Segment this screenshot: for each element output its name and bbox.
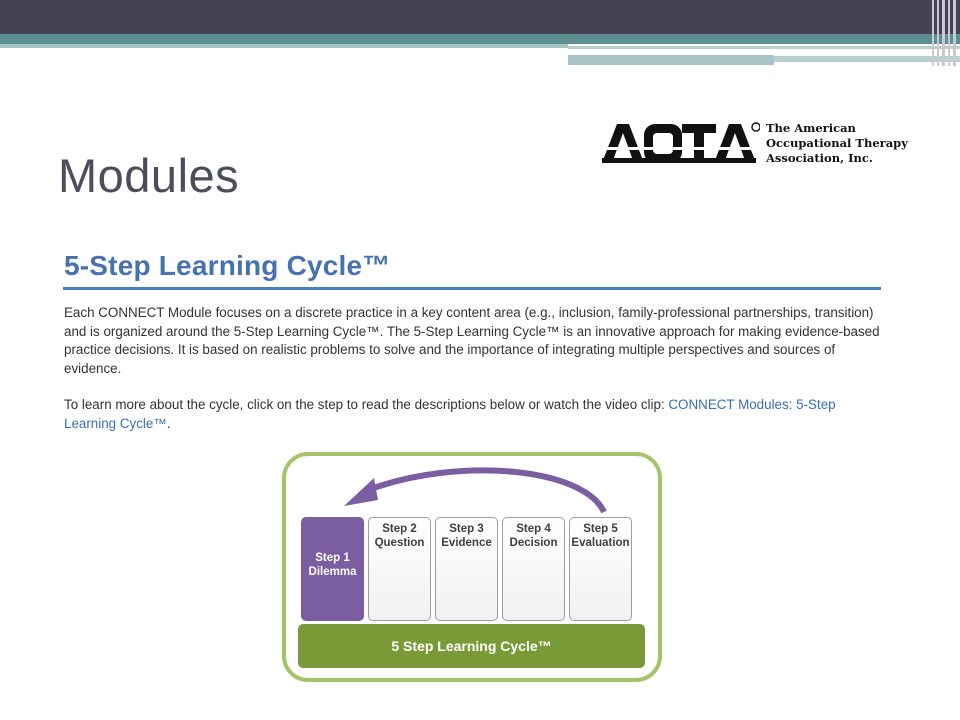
step-number: Step 5 — [583, 523, 618, 535]
step-label: Evaluation — [571, 536, 630, 549]
video-paragraph-end: . — [166, 415, 171, 431]
step-label: Question — [374, 536, 425, 549]
step-label: Decision — [509, 536, 558, 549]
step-number: Step 2 — [382, 523, 417, 535]
step-1-dilemma-button[interactable] — [301, 517, 364, 621]
intro-paragraph: Each CONNECT Module focuses on a discrete practice in a key content area (e.g., inclusion, family-professional partnerships, transition) and is organized around the 5-Step Learning Cycle™. The 5-Step Learning Cycle™ is an innovative approach for making evidence-based practice decisions. It is based on realistic problems to solve and the importance of integrating multiple perspectives and sources of evidence. — [64, 305, 880, 376]
logo-line: Occupational Therapy — [766, 136, 908, 150]
video-paragraph — [64, 396, 890, 433]
section-heading: 5-Step Learning Cycle™ — [64, 250, 391, 281]
step-number: Step 3 — [449, 523, 484, 535]
banner-stripe — [568, 46, 960, 49]
step-5-evaluation-button[interactable] — [569, 517, 632, 621]
top-banner — [0, 0, 960, 34]
banner-stripe — [0, 44, 568, 48]
step-number: Step 1 — [315, 552, 350, 564]
step-4-decision-button[interactable] — [502, 517, 565, 621]
video-paragraph-text: To learn more about the cycle, click on the step to read the descriptions below or watch the video clip: — [64, 397, 669, 412]
heading-divider — [63, 287, 881, 290]
step-number: Step 4 — [516, 523, 551, 535]
step-label: Dilemma — [308, 565, 357, 578]
logo-line: The American — [766, 121, 856, 135]
slide-title: Modules — [58, 149, 240, 202]
learning-cycle-bar: 5 Step Learning Cycle™ — [298, 624, 645, 668]
cycle-return-arrow-icon — [330, 462, 620, 522]
aota-logo-mark — [600, 118, 760, 168]
banner-vertical-stripes — [930, 0, 960, 66]
step-2-question-button[interactable] — [368, 517, 431, 621]
step-3-evidence-button[interactable] — [435, 517, 498, 621]
banner-stripe — [568, 50, 888, 52]
aota-logo-text — [766, 121, 908, 166]
video-clip-link[interactable]: CONNECT Modules: 5-Step Learning Cycle™ — [64, 397, 836, 431]
banner-stripe — [568, 55, 774, 65]
banner-stripe — [0, 34, 960, 44]
aota-logo — [600, 118, 920, 170]
logo-line: Association, Inc. — [766, 151, 873, 165]
step-label: Evidence — [441, 536, 492, 549]
